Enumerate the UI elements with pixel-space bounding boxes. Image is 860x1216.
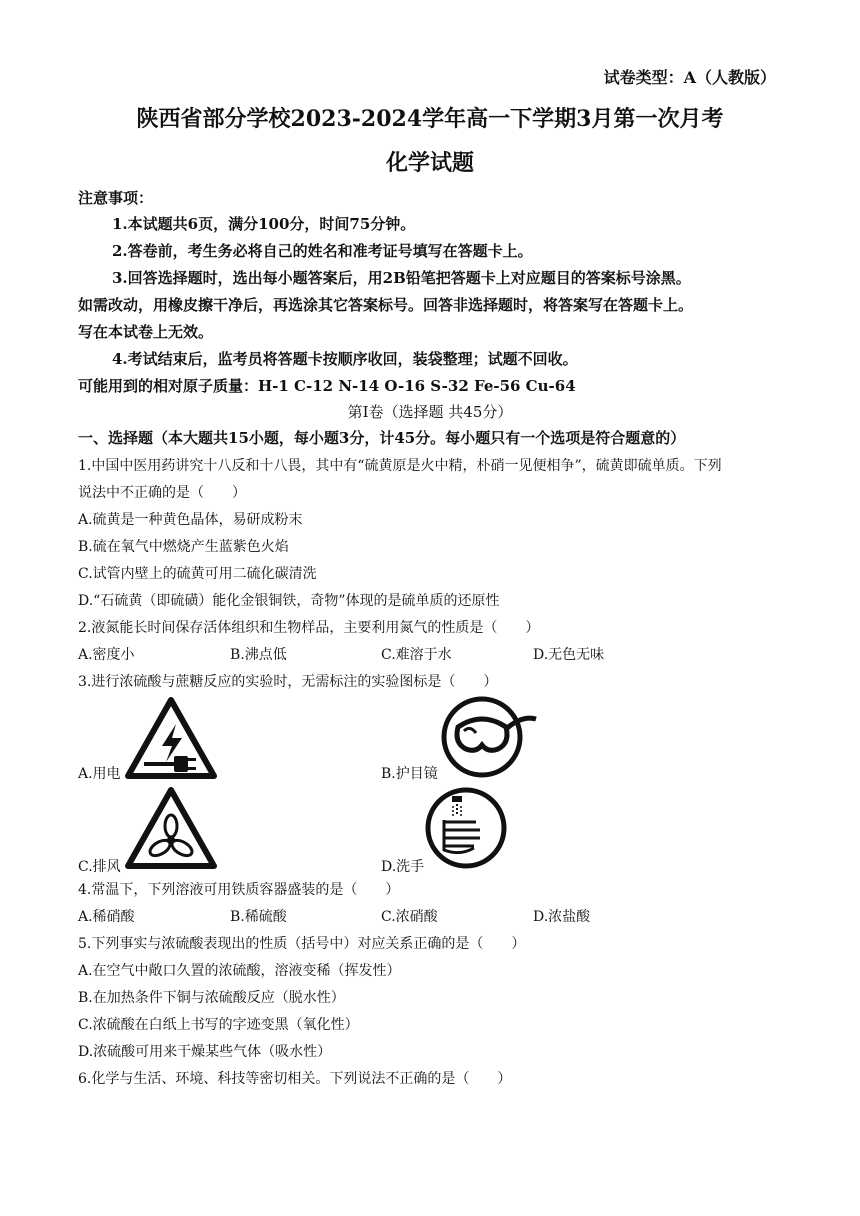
ventilation-fan-icon bbox=[124, 786, 218, 870]
q5-option-d: D.浓硫酸可用来干燥某些气体（吸水性） bbox=[78, 1044, 332, 1060]
q1-stem-line1: 1.中国中医用药讲究十八反和十八畏，其中有“硫黄原是火中精，朴硝一见便相争”，硫黄即硫单质。下列 bbox=[78, 458, 722, 474]
part-heading: 一、选择题（本大题共15小题，每小题3分，计45分。每小题只有一个选项是符合题意的） bbox=[78, 429, 686, 447]
q4-option-d: D.浓盐酸 bbox=[533, 909, 591, 925]
notice-item-3-cont-1: 如需改动，用橡皮擦干净后，再选涂其它答案标号。回答非选择题时，将答案写在答题卡上。 bbox=[78, 296, 694, 314]
q2-option-a: A.密度小 bbox=[78, 647, 135, 663]
atomic-masses: 可能用到的相对原子质量：H-1 C-12 N-14 O-16 S-32 Fe-56 Cu-64 bbox=[78, 377, 576, 395]
q4-option-b: B.稀硫酸 bbox=[230, 909, 287, 925]
exam-subtitle: 化学试题 bbox=[385, 150, 474, 176]
q1-option-d: D.“石硫黄（即硫磺）能化金银铜铁，奇物”体现的是硫单质的还原性 bbox=[78, 593, 500, 609]
q5-option-b: B.在加热条件下铜与浓硫酸反应（脱水性） bbox=[78, 990, 345, 1006]
q2-option-d: D.无色无味 bbox=[533, 647, 605, 663]
q1-option-b: B.硫在氧气中燃烧产生蓝紫色火焰 bbox=[78, 539, 289, 555]
q2-option-b: B.沸点低 bbox=[230, 647, 287, 663]
q3-option-d: D.洗手 bbox=[381, 859, 425, 875]
goggles-icon bbox=[440, 693, 540, 779]
q4-option-c: C.浓硝酸 bbox=[381, 909, 438, 925]
notice-item-3-cont-2: 写在本试卷上无效。 bbox=[78, 323, 214, 341]
q1-stem-line2: 说法中不正确的是（ ） bbox=[78, 485, 246, 501]
q1-option-c: C.试管内壁上的硫黄可用二硫化碳清洗 bbox=[78, 566, 317, 582]
notice-item-3: 3.回答选择题时，选出每小题答案后，用2B铅笔把答题卡上对应题目的答案标号涂黑。 bbox=[112, 269, 691, 287]
hand-wash-icon bbox=[420, 786, 512, 870]
q5-option-a: A.在空气中敞口久置的浓硫酸，溶液变稀（挥发性） bbox=[78, 963, 401, 979]
section-title: 第Ⅰ卷（选择题 共45分） bbox=[347, 403, 513, 421]
q3-option-c: C.排风 bbox=[78, 859, 121, 875]
q3-option-a: A.用电 bbox=[78, 766, 121, 782]
q4-option-a: A.稀硝酸 bbox=[78, 909, 135, 925]
notice-item-2: 2.答卷前，考生务必将自己的姓名和准考证号填写在答题卡上。 bbox=[112, 242, 533, 260]
q1-option-a: A.硫黄是一种黄色晶体，易研成粉末 bbox=[78, 512, 303, 528]
notice-item-1: 1.本试题共6页，满分100分，时间75分钟。 bbox=[112, 215, 416, 233]
paper-type: 试卷类型：A（人教版） bbox=[603, 68, 776, 87]
q5-option-c: C.浓硫酸在白纸上书写的字迹变黑（氧化性） bbox=[78, 1017, 359, 1033]
notice-item-4: 4.考试结束后，监考员将答题卡按顺序收回，装袋整理；试题不回收。 bbox=[112, 350, 578, 368]
q3-stem: 3.进行浓硫酸与蔗糖反应的实验时，无需标注的实验图标是（ ） bbox=[78, 674, 498, 690]
q3-option-b: B.护目镜 bbox=[381, 766, 438, 782]
exam-title: 陕西省部分学校2023-2024学年高一下学期3月第一次月考 bbox=[136, 106, 724, 132]
q5-stem: 5.下列事实与浓硫酸表现出的性质（括号中）对应关系正确的是（ ） bbox=[78, 936, 526, 952]
q2-stem: 2.液氮能长时间保存活体组织和生物样品，主要利用氮气的性质是（ ） bbox=[78, 620, 540, 636]
electricity-icon bbox=[124, 696, 218, 780]
q4-stem: 4.常温下，下列溶液可用铁质容器盛装的是（ ） bbox=[78, 882, 400, 898]
notice-heading: 注意事项： bbox=[78, 189, 154, 207]
q6-stem: 6.化学与生活、环境、科技等密切相关。下列说法不正确的是（ ） bbox=[78, 1071, 512, 1087]
q2-option-c: C.难溶于水 bbox=[381, 647, 452, 663]
